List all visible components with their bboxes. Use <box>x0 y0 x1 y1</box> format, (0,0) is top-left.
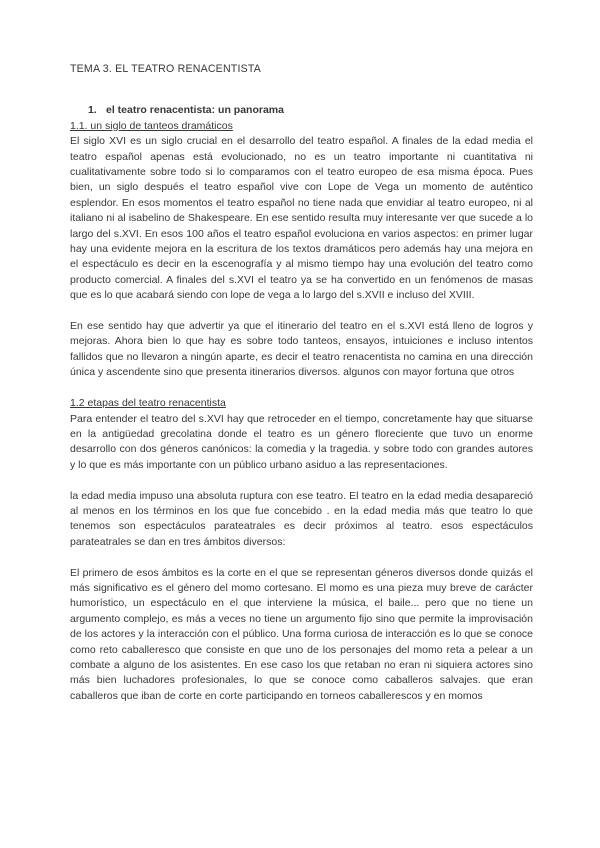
paragraph-momo-cortesano: El primero de esos ámbitos es la corte en el que se representan géneros diversos donde quizás el más significativo es el género del momo cortesano. El momo es una pieza muy breve de carácter humorístico, un espectáculo en el que interviene la música, el baile... pero que no tiene un argumento complejo, es más a veces no tiene un argumento fijo sino que permite la improvisación de los actores y la interacción con el público. Una forma curiosa de interacción es lo que se conoce como reto caballeresco que consiste en que uno de los personajes del momo reta a pelear a un combate a alguno de los asistentes. En ese caso los que retaban no eran ni siquiera actores sino más bien luchadores profesionales, lo que se conoce como caballeros salvajes. que eran caballeros que iban de corte en corte participando en torneos caballerescos y en momos <box>70 566 533 702</box>
paragraph-edad-media-ruptura: la edad media impuso una absoluta ruptura con ese teatro. El teatro en la edad media desapareció al menos en los términos en los que fue concebido . en la edad media más que teatro lo que tenemos son espectáculos parateatrales es decir próximos al teatro. esos espectáculos parateatrales se dan en tres ámbitos diversos: <box>70 489 533 548</box>
section-title: el teatro renacentista: un panorama <box>106 104 284 117</box>
paragraph-antiguedad-grecolatina: Para entender el teatro del s.XVI hay que retroceder en el tiempo, concretamente hay que situarse en la antigüedad grecolatina donde el teatro es un género floreciente que tuvo un enorme desarrollo con dos géneros canónicos: la comedia y la tragedia. y sobre todo con grandes autores y lo que es más importante con un público urbano asiduo a las representaciones. <box>70 412 533 471</box>
subsection-heading-1-1: 1.1. un siglo de tanteos dramáticos <box>70 119 233 132</box>
paragraph-siglo-de-tanteos: El siglo XVI es un siglo crucial en el desarrollo del teatro español. A finales de la edad media el teatro español apenas está evolucionado, no es un teatro importante ni cuantitativa ni cualitativamente sobre todo si lo comparamos con el teatro europeo de esa misma época. Pues bien, un siglo después el teatro español vive con Lope de Vega un momento de auténtico esplendor. En esos momentos el teatro español no tiene nada que envidiar al teatro europeo, ni al italiano ni al isabelino de Shakespeare. En ese sentido resulta muy interesante ver que sucede a lo largo del s.XVI. En esos 100 años el teatro español evoluciona en varios aspectos: en primer lugar hay una evidente mejora en la escritura de los textos dramáticos pero además hay una mejora en el espectáculo es decir en la escenografía y al mismo tiempo hay una evolución del teatro como producto comercial. A finales del s.XVI el teatro ya se ha convertido en un fenómenos de masas que es lo que acabará siendo con lope de vega a lo largo del s.XVII e incluso del XVIII. <box>70 135 533 302</box>
paragraph-itinerario-logros: En ese sentido hay que advertir ya que el itinerario del teatro en el s.XVI está lleno de logros y mejoras. Ahora bien lo que hay es sobre todo tanteos, ensayos, intuiciones e incluso intentos fallidos que no llevaron a ningún aparte, es decir el teatro renacentista no camina en una dirección única y ascendente sino que presenta itinerarios diversos. algunos con mayor fortuna que otros <box>70 320 533 379</box>
subsection-heading-1-2: 1.2 etapas del teatro renacentista <box>70 397 226 410</box>
section-heading <box>70 103 533 118</box>
document-title: TEMA 3. EL TEATRO RENACENTISTA <box>70 63 262 75</box>
section-number: 1. <box>88 104 97 117</box>
